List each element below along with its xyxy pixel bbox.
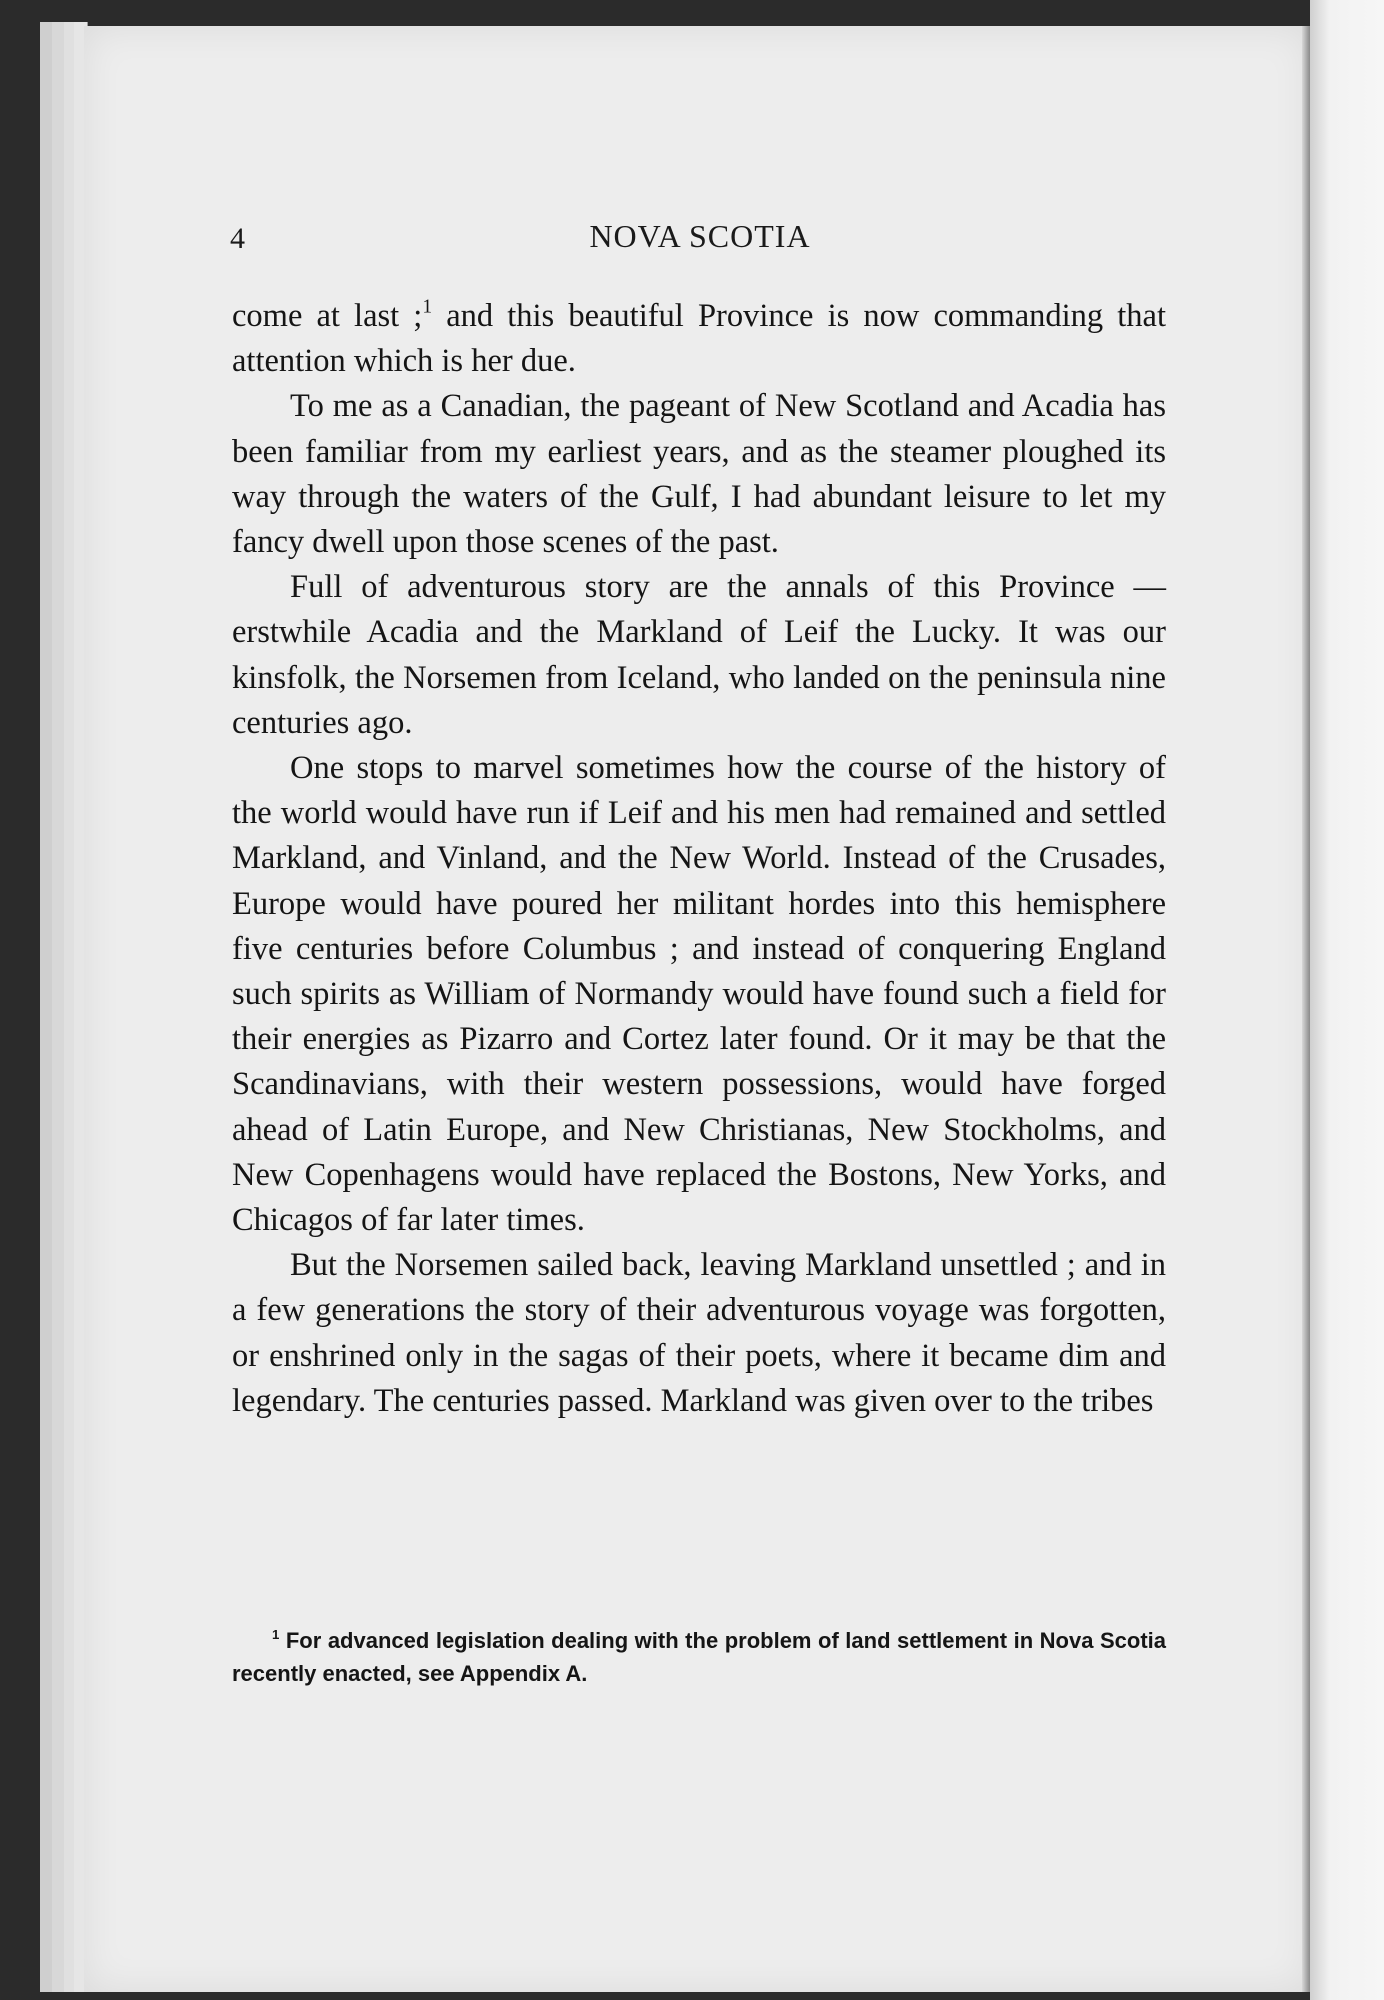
paragraph-4: One stops to marvel sometimes how the course of the history of the world would have run if Leif and his men had remained and settled Markland, and Vinland, and the New World. Instead of the Crusades, Europe would have poured her militant hordes into this hemisphere five centuries before Columbus ; and instead of conquering England such spirits as William of Normandy would have found such a field for their energies as Pizarro and Cortez later found. Or it may be that the Scandinavians, with their western possessions, would have forged ahead of Latin Europe, and New Christianas, New Stockholms, and New Copenhagens would have replaced the Bostons, New Yorks, and Chicagos of far later times. (232, 750, 1166, 1239)
running-header (230, 218, 1170, 266)
footnote (232, 1624, 1166, 1690)
running-title: NOVA SCOTIA (589, 218, 811, 254)
facing-page-edge (1310, 0, 1384, 2000)
paragraph-3: Full of adventurous story are the annals of this Province —erstwhile Acadia and the Markland of Leif the Lucky. It was our kinsfolk, the Norsemen from Iceland, who landed on the peninsula nine centuries ago. (232, 569, 1166, 741)
paragraph-5: But the Norsemen sailed back, leaving Markland unsettled ; and in a few generations the story of their adventurous voyage was forgotten, or enshrined only in the sagas of their poets, where it became dim and legendary. The centuries passed. Markland was given over to the tribes (232, 1247, 1166, 1419)
paragraph-1-start: come at last ; (232, 298, 423, 334)
paragraph-1 (232, 294, 1166, 384)
footnote-text: For advanced legislation dealing with the problem of land settlement in Nova Scotia recently enacted, see Appendix A. (232, 1628, 1166, 1686)
paragraph-1-end: and this beautiful Province is now commanding that attention which is her due. (232, 298, 1166, 380)
body-text (232, 294, 1166, 1424)
page-number: 4 (230, 222, 245, 255)
footnote-reference: 1 (422, 296, 433, 318)
paragraph-2: To me as a Canadian, the pageant of New Scotland and Acadia has been familiar from my earliest years, and as the steamer ploughed its way through the waters of the Gulf, I had abundant leisure to let my fancy dwell upon those scenes of the past. (232, 388, 1166, 561)
footnote-marker: 1 (272, 1626, 280, 1642)
